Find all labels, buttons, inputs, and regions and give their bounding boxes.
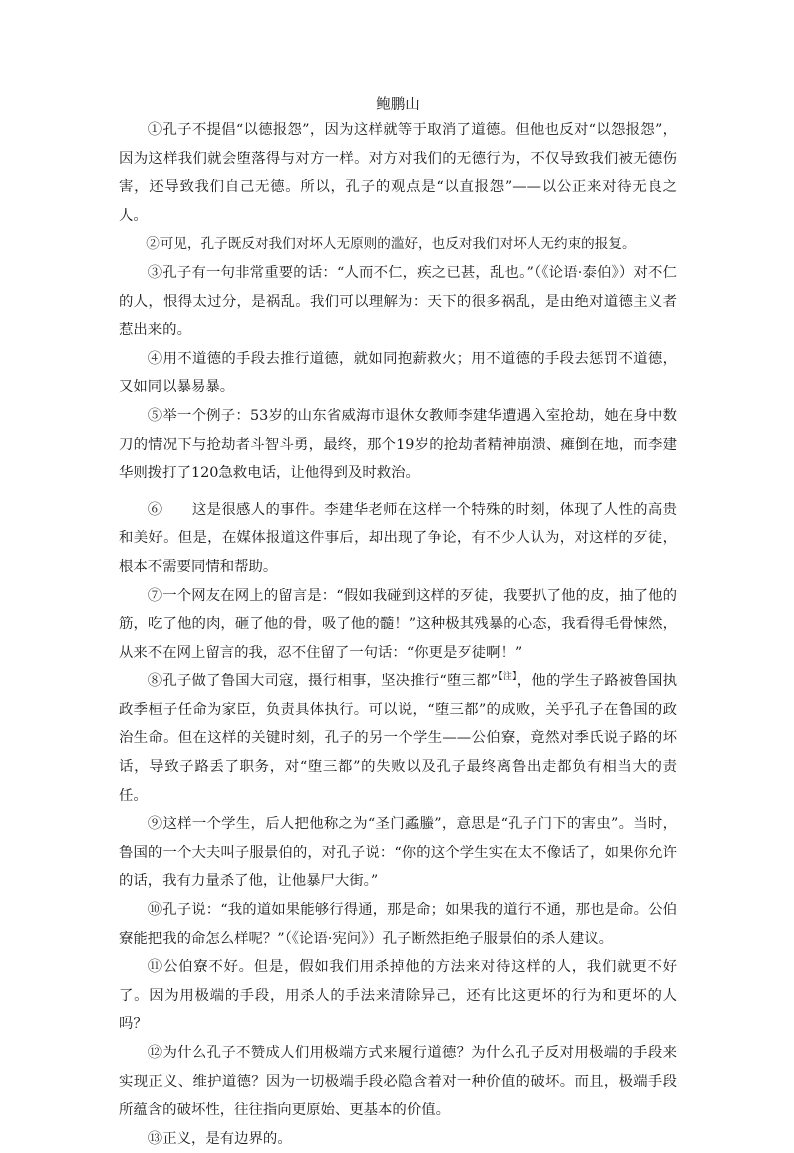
- paragraph-9: ⑨这样一个学生，后人把他称之为“圣门蟊螣”，意思是“孔子门下的害虫”。当时，鲁国的一个大夫叫子服景伯的，对孔子说：“你的这个学生实在太不像话了，如果你允许的话，我有力量杀了他，让他暴尸大街。”: [119, 816, 677, 890]
- paragraph-11: ⑪公伯寮不好。但是，假如我们用杀掉他的方法来对待这样的人，我们就更不好了。因为用极端的手段，用杀人的手法来清除异己，还有比这更坏的行为和更坏的人吗？: [119, 959, 677, 1033]
- paragraph-8-text-after: ，他的学生子路被鲁国执政季桓子任命为家臣，负责具体执行。可以说，“堕三都”的成败，关乎孔子在鲁国的政治生命。但在这样的关键时刻，孔子的另一个学生——公伯寮，竟然对季氏说子路的坏话，导致子路丢了职务，对“堕三都”的失败以及孔子最终离鲁出走都负有相当大的责任。: [119, 673, 677, 804]
- paragraph-2: ②可见，孔子既反对我们对坏人无原则的滥好，也反对我们对坏人无约束的报复。: [146, 236, 636, 253]
- paragraph-4: ④用不道德的手段去推行道德，就如同抱薪救火；用不道德的手段去惩罚不道德，又如同以暴易暴。: [119, 350, 677, 396]
- paragraph-5: ⑤举一个例子：53岁的山东省威海市退休女教师李建华遭遇入室抢劫，她在身中数刀的情况下与抢劫者斗智斗勇，最终，那个19岁的抢劫者精神崩溃、瘫倒在地，而李建华则拨打了120急救电话，让他得到及时救治。: [119, 407, 677, 482]
- paragraph-6: ⑥ 这是很感人的事件。李建华老师在这样一个特殊的时刻，体现了人性的高贵和美好。但是，在媒体报道这件事后，却出现了争论，有不少人认为，对这样的歹徒，根本不需要同情和帮助。: [119, 501, 677, 575]
- paragraph-7: ⑦一个网友在网上的留言是：“假如我碰到这样的歹徒，我要扒了他的皮，抽了他的筋，吃了他的肉，砸了他的骨，吸了他的髓！”这种极其残暴的心态，我看得毛骨悚然，从来不在网上留言的我，忍不住留了一句话：“你更是歹徒啊！”: [119, 587, 677, 661]
- footnote-marker: 【注】: [498, 672, 517, 683]
- document-page: [119, 96, 677, 1153]
- document-title: 鲍鹏山: [376, 97, 420, 113]
- paragraph-1: ①孔子不提倡“以德报怨”，因为这样就等于取消了道德。但他也反对“以怨报怨”，因为这样我们就会堕落得与对方一样。对方对我们的无德行为，不仅导致我们被无德伤害，还导致我们自己无德。所以，孔子的观点是“以直报怨”——以公正来对待无良之人。: [119, 122, 677, 224]
- paragraph-8-text-before: ⑧孔子做了鲁国大司寇，摄行相事，坚决推行“堕三都”: [147, 673, 499, 690]
- paragraph-12: ⑫为什么孔子不赞成人们用极端方式来履行道德？为什么孔子反对用极端的手段来实现正义、维护道德？因为一切极端手段必隐含着对一种价值的破坏。而且，极端手段所蕴含的破坏性，往往指向更原始、更基本的价值。: [119, 1045, 677, 1119]
- paragraph-10: ⑩孔子说：“我的道如果能够行得通，那是命；如果我的道行不通，那也是命。公伯寮能把我的命怎么样呢？”（《论语·宪问》）孔子断然拒绝子服景伯的杀人建议。: [119, 902, 677, 947]
- paragraph-13: ⑬正义，是有边界的。: [147, 1130, 292, 1147]
- paragraph-3: ③孔子有一句非常重要的话：“人而不仁，疾之已甚，乱也。”（《论语·泰伯》）对不仁的人，恨得太过分，是祸乱。我们可以理解为：天下的很多祸乱，是由绝对道德主义者惹出来的。: [119, 264, 677, 339]
- paragraph-8: [119, 667, 677, 810]
